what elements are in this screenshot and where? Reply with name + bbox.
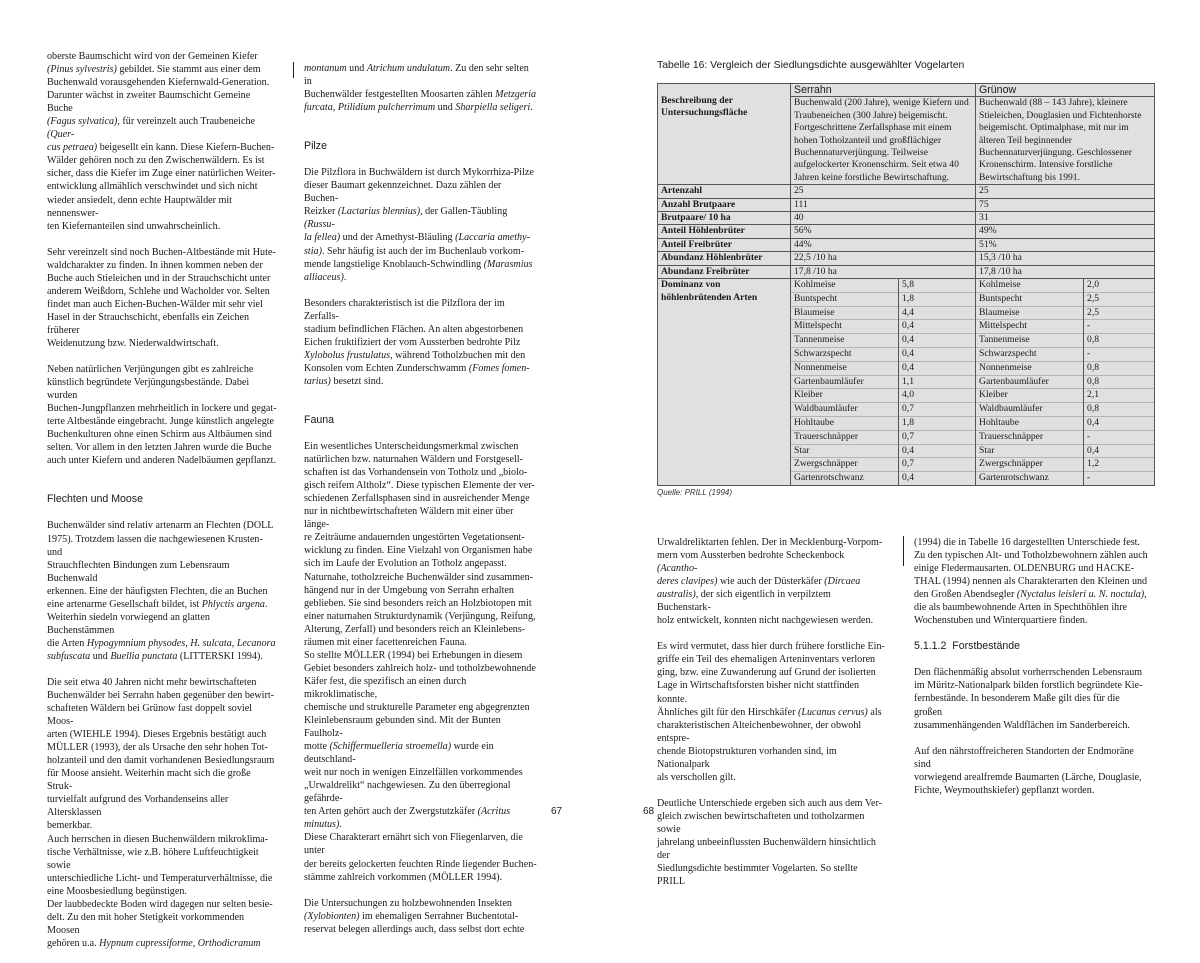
metric-value-gruenow: 51%: [976, 238, 1155, 251]
species-value: 5,8: [902, 279, 914, 291]
species-list-gruenow: [976, 279, 1084, 486]
species-value: 0,4: [899, 361, 975, 375]
species-value: 2,5: [1084, 306, 1154, 320]
section-heading: Flechten und Moose: [47, 493, 143, 506]
species-name: Schwarzspecht: [791, 347, 898, 361]
body-paragraph: Es wird vermutet, dass hier durch frühere forstliche Ein- griffe ein Teil des ehemaligen Arteninventars verloren ging, bzw. eine Zuwanderung auf Grund der isolierten Lage in Wirtschaftsforsten bisher nicht stattfinden konnte. Ähnliches gilt für den Hirschkäfer (Lucanus cervus) als charakteristischen Alteichenbewohner, der obwohl entspre- chende Biotopstrukturen vorhanden sind, im Nationalpark als verschollen gilt.: [657, 641, 885, 783]
species-value: 1,8: [899, 416, 975, 430]
species-value: 0,8: [1084, 402, 1154, 416]
species-value: 4,4: [899, 306, 975, 320]
body-paragraph: oberste Baumschicht wird von der Gemeinen Kiefer (Pinus sylvestris) gebildet. Sie stammt aus einer dem Buchenwald vorausgehenden Kiefernwald-Generation. Darunter wächst in zweiter Baumschicht Gemeine Buche (Fagus sylvatica), für vereinzelt auch Traubeneiche (Quer- cus petraea) beigesellt ein kann. Diese Kiefern-Buchen- Wälder gehören noch zu den Zwischenwäldern. Es ist sicher, dass die Kiefer im Zuge einer natürlichen Weiter- entwicklung allmählich verschwindet und sich nicht wieder ansiedelt, denn echte Hauptwälder mit nennenswer- ten Kiefernanteilen sind unwahrscheinlich.: [47, 51, 276, 232]
column-header-serrahn: Serrahn: [791, 84, 976, 97]
body-paragraph: montanum und Atrichum undulatum. Zu den sehr selten in Buchenwälder festgestellten Moosarten zählen Metzgeria furcata, Ptilidium pulcherrimum und Sharpiella seligeri.: [304, 63, 537, 114]
description-gruenow: Buchenwald (88 – 143 Jahre), kleinere Stieleichen, Douglasien und Fichtenhorste beigemischt. Optimalphase, mit nur im älteren Teil beginnender Buchennaturverjüngung. Geschlossener Kronenschirm. Intensive forstliche Bewirtschaftung bis 1991.: [976, 97, 1155, 185]
left-page-column-2: [304, 62, 537, 949]
section-spacer: [304, 127, 537, 140]
species-name: Gartenrotschwanz: [791, 471, 898, 485]
metric-label: Abundanz Freibrüter: [658, 265, 791, 278]
species-name: Kohlmeise: [794, 279, 836, 291]
table-corner-cell: Beschreibung der Untersuchungsfläche: [658, 84, 791, 185]
metric-value-serrahn: 17,8 /10 ha: [791, 265, 976, 278]
metric-value-gruenow: 17,8 /10 ha: [976, 265, 1155, 278]
metric-value-gruenow: 15,3 /10 ha: [976, 252, 1155, 265]
species-value: 0,4: [899, 471, 975, 485]
species-value: 0,4: [899, 333, 975, 347]
species-value: 0,4: [1084, 444, 1154, 458]
species-name: Tannenmeise: [976, 333, 1083, 347]
body-paragraph: Den flächenmäßig absolut vorherrschenden Lebensraum im Müritz-Nationalpark bilden forstlich begründete Kie- fernbestände. In besonderem Maße gilt dies für die großen zusammenhängenden Waldflächen im Sanderbereich.: [914, 667, 1143, 731]
species-value: 2,1: [1084, 388, 1154, 402]
metric-row: [658, 265, 1155, 278]
right-page-column-1: [657, 536, 887, 901]
body-paragraph: Ein wesentliches Unterscheidungsmerkmal zwischen natürlichen bzw. naturnahen Wäldern und Forstgesell- schaften ist das Vorhandensein von Totholz und „biolo- gisch reifem Altholz“. Diese typischen Elemente der ver- schiedenen Zerfallsphasen sind in ausreichender Menge nur in nichtbewirtschafteten Wäldern mit einer über länge- re Zeiträume andauernden ungestörten Vegetationsent- wicklung zu finden. Eine Vielzahl von Organismen habe sich im Laufe der Evolution an Totholz angepasst. Naturnahe, totholzreiche Buchenwälder sind zusammen- hängend nur in der Umgebung von Serrahn erhalten geblieben. Sie sind besonders reich an Holzbiotopen mit einer naturnahen Strukturdynamik (Verjüngung, Reifung, Alterung, Zerfall) und besonders reich an Kleinlebens- räumen mit einer facettenreichen Fauna. So stellte MÖLLER (1994) bei Erhebungen in diesem Gebiet besonders zahlreich holz- und totholzbewohnende Käfer fest, die spezifisch an einen durch mikroklimatische, chemische und strukturelle Parameter eng abgegrenzten Kleinlebensraum gebunden sind. Mit der Bunten Faulholz- motte (Schiffermuelleria stroemella) wurde ein deutschland- weit nur noch in wenigen Einzelfällen vorkommendes „Urwaldrelikt“ nachgewiesen. Zu den überregional gefährde- ten Arten gehört auch der Zwergstutzkäfer (Acritus minutus). Diese Charakterart ernährt sich von Fliegenlarven, die unter der bereits gelockerten feuchten Rinde liegender Buchen- stämme zahlreich vorkommen (MÖLLER 1994).: [304, 441, 537, 883]
metric-value-serrahn: 44%: [791, 238, 976, 251]
body-paragraph: Die seit etwa 40 Jahren nicht mehr bewirtschafteten Buchenwälder bei Serrahn haben gegenüber den bewirt- schafteten Wäldern bei Grünow fast doppelt soviel Moos- arten (WIEHLE 1994). Dieses Ergebnis bestätigt auch MÜLLER (1993), der als Ursache den sehr hohen Tot- holzanteil und den damit vorhandenen Besiedlungsraum für Moose ansieht. Weiterhin macht sich die große Struk- turvielfalt aufgrund des Vorhandenseins aller Altersklassen bemerkbar. Auch herrschen in diesen Buchenwäldern mikroklima- tische Verhältnisse, wie z.B. höhere Luftfeuchtigkeit sowie unterschiedliche Licht- und Temperaturverhältnisse, die eine Moosbesiedlung begünstigen. Der laubbedeckte Boden wird dagegen nur selten besie- delt. Zu den mit hoher Stetigkeit vorkommenden Moosen gehören u.a. Hypnum cupressiforme, Orthodicranum: [47, 676, 275, 949]
section-heading: 5.1.1.2 Forstbestände: [914, 640, 1021, 653]
metric-label: Abundanz Höhlenbrüter: [658, 252, 791, 265]
species-name: Hohltaube: [791, 416, 898, 430]
metric-value-serrahn: 25: [791, 185, 976, 198]
bird-density-table: [657, 83, 1155, 486]
metric-value-serrahn: 40: [791, 212, 976, 225]
species-value: -: [1084, 471, 1154, 485]
metric-row: [658, 225, 1155, 238]
species-name: Kohlmeise: [979, 279, 1021, 291]
dominance-row: [658, 279, 1155, 486]
right-page-column-2: [914, 536, 1149, 810]
species-value: 0,4: [899, 347, 975, 361]
species-name: Star: [791, 444, 898, 458]
species-name: Trauerschnäpper: [791, 430, 898, 444]
species-name: Zwergschnäpper: [791, 457, 898, 471]
left-page-column-divider: [293, 62, 294, 78]
species-name: Buntspecht: [791, 292, 898, 306]
species-value: -: [1084, 430, 1154, 444]
metric-value-serrahn: 111: [791, 198, 976, 211]
metric-value-gruenow: 25: [976, 185, 1155, 198]
species-name: Kleiber: [791, 388, 898, 402]
body-paragraph: Die Pilzflora in Buchwäldern ist durch Mykorrhiza-Pilze dieser Baumart gekennzeichnet. Dazu zählen der Buchen- Reizker (Lactarius blennius), der Gallen-Täubling (Russu- la fellea) und der Amethyst-Bläuling (Laccaria amethy- stia). Sehr häufig ist auch der im Buchenlaub vorkom- mende langstielige Knoblauch-Schwindling (Marasmius alliaceus).: [304, 167, 534, 283]
metric-value-gruenow: 31: [976, 212, 1155, 225]
species-value: 0,7: [899, 402, 975, 416]
metric-value-gruenow: 49%: [976, 225, 1155, 238]
body-paragraph: Besonders charakteristisch ist die Pilzflora der im Zerfalls- stadium befindlichen Flächen. An alten abgestorbenen Eichen fruktifiziert der vom Aussterben bedrohte Pilz Xylobolus frustulatus, während Totholzbuchen mit den Konsolen vom Echten Zunderschwamm (Fomes fomen- tarius) besetzt sind.: [304, 297, 530, 387]
species-value: 0,7: [899, 457, 975, 471]
species-value: 0,4: [1084, 416, 1154, 430]
page-number-left: 67: [551, 806, 563, 817]
metric-label: Anteil Freibrüter: [658, 238, 791, 251]
values-list-gruenow: [1084, 279, 1155, 486]
metric-row: [658, 185, 1155, 198]
species-value: 0,4: [899, 319, 975, 333]
species-name: Mittelspecht: [791, 319, 898, 333]
section-spacer: [304, 401, 537, 414]
metric-label: Anteil Höhlenbrüter: [658, 225, 791, 238]
body-paragraph: Auf den nährstoffreicheren Standorten der Endmoräne sind vorwiegend arealfremde Baumarten (Lärche, Douglasie, Fichte, Weymouthskiefer) gepflanzt worden.: [914, 745, 1142, 796]
species-list-serrahn: [791, 279, 899, 486]
metric-row: [658, 212, 1155, 225]
table-source-note: Quelle: PRILL (1994): [657, 488, 733, 497]
metric-value-gruenow: 75: [976, 198, 1155, 211]
right-page-column-divider: [903, 536, 904, 566]
dominance-label: Dominanz von höhlenbrütenden Arten: [658, 279, 791, 486]
table-caption: Tabelle 16: Vergleich der Siedlungsdichte ausgewählter Vogelarten: [657, 60, 965, 71]
species-name: Nonnenmeise: [976, 361, 1083, 375]
metric-value-serrahn: 22,5 /10 ha: [791, 252, 976, 265]
metric-label: Anzahl Brutpaare: [658, 198, 791, 211]
species-value: 1,8: [899, 292, 975, 306]
species-value: 0,8: [1084, 375, 1154, 389]
species-name: Mittelspecht: [976, 319, 1083, 333]
species-name: Gartenbaumläufer: [976, 375, 1083, 389]
body-paragraph: Deutliche Unterschiede ergeben sich auch aus dem Ver- gleich zwischen bewirtschafteten und totholzarmen sowie jahrelang unbeeinflussten Buchenwäldern hinsichtlich der Siedlungsdichte bestimmter Vogelarten. So stellte PRILL: [657, 797, 883, 888]
species-value: 0,8: [1084, 333, 1154, 347]
species-value: 4,0: [899, 388, 975, 402]
species-name: Tannenmeise: [791, 333, 898, 347]
section-heading: Fauna: [304, 413, 335, 426]
species-name: Blaumeise: [976, 306, 1083, 320]
section-spacer: [47, 480, 277, 493]
metric-row: [658, 252, 1155, 265]
species-value: 2,0: [1087, 279, 1100, 291]
section-heading: Pilze: [304, 140, 327, 153]
metric-value-serrahn: 56%: [791, 225, 976, 238]
body-paragraph: Die Untersuchungen zu holzbewohnenden Insekten (Xylobionten) im ehemaligen Serrahner Buchentotal- reservat belegen allerdings auch, dass selbst dort echte: [304, 897, 525, 935]
left-page-column-1: [47, 50, 277, 963]
species-name: Hohltaube: [976, 416, 1083, 430]
metric-row: [658, 198, 1155, 211]
species-name: Zwergschnäpper: [976, 457, 1083, 471]
species-name: Trauerschnäpper: [976, 430, 1083, 444]
species-name: Nonnenmeise: [791, 361, 898, 375]
species-name: Waldbaumläufer: [791, 402, 898, 416]
metric-label: Brutpaare/ 10 ha: [658, 212, 791, 225]
species-value: 0,4: [899, 444, 975, 458]
species-value: 0,7: [899, 430, 975, 444]
body-paragraph: Buchenwälder sind relativ artenarm an Flechten (DOLL 1975). Trotzdem lassen die nachgewiesenen Krusten- und Strauchflechten Bindungen zum Lebensraum Buchenwald erkennen. Eine der häufigsten Flechten, die an Buchen eine artenarme Gesellschaft bildet, ist Phlyctis argena. Weiterhin siedeln vorwiegend an glatten Buchenstämmen die Arten Hypogymnium physodes, H. sulcata, Lecanora subfuscata und Buellia punctata (LITTERSKI 1994).: [47, 520, 276, 662]
species-value: 1,2: [1084, 457, 1154, 471]
page-number-right: 68: [643, 806, 655, 817]
species-name: Blaumeise: [791, 306, 898, 320]
body-paragraph: Urwaldreliktarten fehlen. Der in Mecklenburg-Vorpom- mern vom Aussterben bedrohte Scheckenbock (Acantho- deres clavipes) wie auch der Düsterkäfer (Dircaea australis), der sich eigentlich in verpilztem Buchenstark- holz entwickelt, konnten nicht nachgewiesen werden.: [657, 537, 883, 627]
values-list-serrahn: [899, 279, 976, 486]
column-header-gruenow: Grünow: [976, 84, 1155, 97]
species-name: Gartenrotschwanz: [976, 471, 1083, 485]
species-name: Gartenbaumläufer: [791, 375, 898, 389]
body-paragraph: Sehr vereinzelt sind noch Buchen-Altbestände mit Hute- waldcharakter zu finden. In ihnen kommen neben der Buche auch Stieleichen und in der Strauchschicht unter anderem Weißdorn, Schlehe und Wacholder vor. Selten findet man auch Eichen-Buchen-Wälder mit sehr viel Hasel in der Strauchschicht, ebenfalls ein Zeichen früherer Weidenutzung bzw. Niederwaldwirtschaft.: [47, 246, 276, 349]
species-name: Kleiber: [976, 388, 1083, 402]
metric-row: [658, 238, 1155, 251]
species-value: 1,1: [899, 375, 975, 389]
species-name: Schwarzspecht: [976, 347, 1083, 361]
species-value: 0,8: [1084, 361, 1154, 375]
species-name: Buntspecht: [976, 292, 1083, 306]
species-value: -: [1084, 347, 1154, 361]
description-serrahn: Buchenwald (200 Jahre), wenige Kiefern und Traubeneichen (300 Jahre) beigemischt. Fortgeschrittene Zerfallsphase mit einem hohen Totholzanteil und großflächiger Buchennaturverjüngung. Teilweise aufgelockerter Kronenschirm. Seit etwa 40 Jahren keine forstliche Bewirtschaftung.: [791, 97, 976, 185]
body-paragraph: Neben natürlichen Verjüngungen gibt es zahlreiche künstlich begründete Verjüngungsbestände. Dabei wurden Buchen-Jungpflanzen mehrheitlich in lockere und gegat- terte Altbestände eingebracht. Junge künstlich angelegte Buchenkulturen ohne einen Schirm aus Altbäumen sind selten. Vor allem in den letzten Jahren wurde die Buche auch unter Kiefern und anderen Nadelbäumen gepflanzt.: [47, 364, 277, 467]
body-paragraph: (1994) die in Tabelle 16 dargestellten Unterschiede fest. Zu den typischen Alt- und Totholzbewohnern zählen auch einige Fledermausarten. OLDENBURG und HACKE- THAL (1994) nennen als Charakterarten den Kleinen und den Großen Abendsegler (Nyctalus leisleri u. N. noctula), die als baumbewohnende Arten in Spechthöhlen ihre Wochenstuben und Winterquartiere finden.: [914, 537, 1148, 627]
species-value: 2,5: [1084, 292, 1154, 306]
species-name: Star: [976, 444, 1083, 458]
species-name: Waldbaumläufer: [976, 402, 1083, 416]
table-header-row: [658, 84, 1155, 97]
species-value: -: [1084, 319, 1154, 333]
metric-label: Artenzahl: [658, 185, 791, 198]
